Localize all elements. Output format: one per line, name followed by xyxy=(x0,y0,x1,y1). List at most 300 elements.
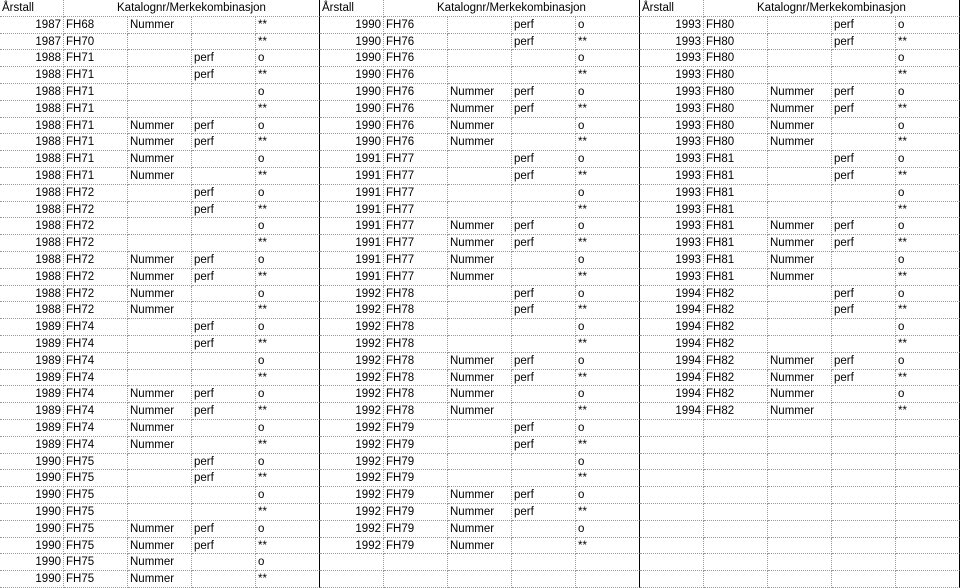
cell-catalog: FH71 xyxy=(64,67,128,84)
cell-catalog: FH77 xyxy=(384,168,448,185)
cell-mark: o xyxy=(896,17,960,34)
cell-nummer: Nummer xyxy=(768,353,832,370)
cell-mark: ** xyxy=(576,470,640,487)
cell-mark: ** xyxy=(896,235,960,252)
cell-mark: o xyxy=(256,185,320,202)
cell-nummer: Nummer xyxy=(128,168,192,185)
cell-mark: ** xyxy=(896,302,960,319)
cell-perf: perf xyxy=(832,302,896,319)
cell-perf xyxy=(512,67,576,84)
cell-year: 1988 xyxy=(0,185,64,202)
cell-year: 1992 xyxy=(320,487,384,504)
cell-catalog: FH72 xyxy=(64,286,128,303)
cell-nummer xyxy=(768,521,832,538)
cell-mark: o xyxy=(576,386,640,403)
cell-mark xyxy=(896,454,960,471)
cell-perf: perf xyxy=(832,168,896,185)
cell-catalog: FH82 xyxy=(704,403,768,420)
cell-nummer xyxy=(448,420,512,437)
cell-perf xyxy=(832,420,896,437)
cell-perf xyxy=(192,168,256,185)
cell-nummer xyxy=(128,487,192,504)
cell-catalog: FH79 xyxy=(384,487,448,504)
cell-nummer: Nummer xyxy=(448,269,512,286)
cell-year: 1988 xyxy=(0,118,64,135)
cell-perf: perf xyxy=(192,67,256,84)
header-year: Årstall xyxy=(0,0,64,17)
cell-year xyxy=(320,554,384,571)
cell-nummer: Nummer xyxy=(128,302,192,319)
cell-mark: ** xyxy=(576,269,640,286)
cell-nummer: Nummer xyxy=(448,370,512,387)
cell-nummer: Nummer xyxy=(768,218,832,235)
cell-catalog: FH81 xyxy=(704,151,768,168)
cell-catalog: FH74 xyxy=(64,319,128,336)
cell-catalog: FH78 xyxy=(384,319,448,336)
cell-perf: perf xyxy=(832,218,896,235)
cell-perf: perf xyxy=(512,504,576,521)
cell-mark: o xyxy=(576,185,640,202)
cell-catalog xyxy=(384,554,448,571)
cell-mark: ** xyxy=(256,504,320,521)
cell-year: 1988 xyxy=(0,50,64,67)
cell-year: 1994 xyxy=(640,370,704,387)
cell-catalog xyxy=(704,487,768,504)
cell-perf xyxy=(512,134,576,151)
cell-nummer xyxy=(768,168,832,185)
table-row xyxy=(0,252,960,269)
cell-catalog: FH77 xyxy=(384,185,448,202)
cell-mark: o xyxy=(896,118,960,135)
cell-catalog xyxy=(384,571,448,588)
cell-nummer xyxy=(448,17,512,34)
cell-nummer: Nummer xyxy=(128,151,192,168)
cell-perf xyxy=(512,538,576,555)
cell-year: 1988 xyxy=(0,134,64,151)
cell-nummer xyxy=(448,437,512,454)
cell-year: 1991 xyxy=(320,252,384,269)
cell-nummer xyxy=(448,168,512,185)
cell-year: 1990 xyxy=(320,118,384,135)
cell-nummer xyxy=(768,319,832,336)
cell-nummer xyxy=(128,319,192,336)
cell-mark: ** xyxy=(896,202,960,219)
cell-mark: o xyxy=(576,118,640,135)
cell-catalog: FH74 xyxy=(64,403,128,420)
cell-year: 1992 xyxy=(320,336,384,353)
cell-year: 1994 xyxy=(640,353,704,370)
cell-catalog: FH71 xyxy=(64,134,128,151)
cell-perf xyxy=(832,487,896,504)
cell-perf: perf xyxy=(192,202,256,219)
cell-mark: o xyxy=(256,487,320,504)
table-row xyxy=(0,168,960,185)
cell-perf xyxy=(832,319,896,336)
cell-perf xyxy=(512,269,576,286)
cell-perf xyxy=(512,403,576,420)
cell-year: 1990 xyxy=(0,487,64,504)
cell-perf xyxy=(512,319,576,336)
cell-catalog: FH71 xyxy=(64,50,128,67)
cell-nummer xyxy=(128,470,192,487)
header-catalog: Katalognr/Merkekombinasjon xyxy=(64,0,320,17)
cell-nummer xyxy=(768,17,832,34)
cell-catalog: FH78 xyxy=(384,336,448,353)
cell-nummer: Nummer xyxy=(448,521,512,538)
cell-perf: perf xyxy=(192,538,256,555)
cell-year: 1989 xyxy=(0,353,64,370)
cell-year: 1993 xyxy=(640,168,704,185)
table-row xyxy=(0,84,960,101)
cell-catalog: FH81 xyxy=(704,168,768,185)
cell-nummer xyxy=(768,487,832,504)
cell-catalog: FH82 xyxy=(704,353,768,370)
cell-catalog: FH81 xyxy=(704,235,768,252)
cell-year xyxy=(640,454,704,471)
cell-perf xyxy=(192,370,256,387)
cell-perf: perf xyxy=(512,286,576,303)
cell-year: 1992 xyxy=(320,538,384,555)
cell-year: 1988 xyxy=(0,235,64,252)
table-row xyxy=(0,554,960,571)
cell-mark: o xyxy=(256,50,320,67)
cell-mark: o xyxy=(896,185,960,202)
table-row xyxy=(0,403,960,420)
table-row xyxy=(0,235,960,252)
cell-perf: perf xyxy=(832,84,896,101)
cell-mark: ** xyxy=(896,34,960,51)
cell-nummer: Nummer xyxy=(448,101,512,118)
cell-perf xyxy=(832,437,896,454)
cell-year: 1988 xyxy=(0,302,64,319)
cell-year: 1992 xyxy=(320,370,384,387)
cell-catalog: FH79 xyxy=(384,420,448,437)
cell-nummer: Nummer xyxy=(128,286,192,303)
cell-nummer: Nummer xyxy=(768,252,832,269)
cell-perf: perf xyxy=(192,386,256,403)
cell-perf xyxy=(192,235,256,252)
cell-perf: perf xyxy=(512,420,576,437)
cell-nummer xyxy=(128,504,192,521)
cell-perf xyxy=(832,134,896,151)
cell-nummer xyxy=(768,554,832,571)
cell-year xyxy=(640,420,704,437)
cell-mark: ** xyxy=(576,370,640,387)
cell-catalog: FH75 xyxy=(64,454,128,471)
table-row xyxy=(0,269,960,286)
cell-year: 1990 xyxy=(0,504,64,521)
cell-year: 1989 xyxy=(0,403,64,420)
cell-perf: perf xyxy=(512,34,576,51)
cell-year: 1991 xyxy=(320,168,384,185)
cell-mark: o xyxy=(256,319,320,336)
cell-year: 1989 xyxy=(0,336,64,353)
cell-mark: ** xyxy=(256,202,320,219)
cell-year: 1992 xyxy=(320,319,384,336)
cell-nummer xyxy=(448,470,512,487)
cell-nummer xyxy=(128,67,192,84)
cell-nummer xyxy=(128,185,192,202)
table-row xyxy=(0,521,960,538)
cell-year: 1993 xyxy=(640,101,704,118)
cell-nummer: Nummer xyxy=(128,386,192,403)
cell-mark xyxy=(896,420,960,437)
cell-catalog: FH82 xyxy=(704,370,768,387)
cell-perf: perf xyxy=(832,370,896,387)
cell-nummer: Nummer xyxy=(768,118,832,135)
cell-catalog: FH74 xyxy=(64,386,128,403)
cell-catalog: FH79 xyxy=(384,437,448,454)
cell-year xyxy=(640,487,704,504)
cell-catalog: FH78 xyxy=(384,353,448,370)
cell-mark: ** xyxy=(576,101,640,118)
cell-mark xyxy=(576,554,640,571)
cell-catalog: FH74 xyxy=(64,370,128,387)
cell-mark: ** xyxy=(896,403,960,420)
table-row xyxy=(0,185,960,202)
cell-mark: ** xyxy=(576,134,640,151)
cell-mark: ** xyxy=(576,235,640,252)
cell-catalog: FH72 xyxy=(64,269,128,286)
cell-catalog: FH77 xyxy=(384,151,448,168)
cell-perf: perf xyxy=(192,134,256,151)
cell-catalog: FH74 xyxy=(64,437,128,454)
cell-nummer xyxy=(128,353,192,370)
cell-perf xyxy=(512,185,576,202)
cell-perf xyxy=(832,538,896,555)
cell-perf xyxy=(832,521,896,538)
cell-nummer xyxy=(768,538,832,555)
cell-year: 1990 xyxy=(0,538,64,555)
table-row xyxy=(0,218,960,235)
cell-year: 1994 xyxy=(640,386,704,403)
cell-nummer xyxy=(768,202,832,219)
cell-mark: o xyxy=(256,151,320,168)
cell-year: 1993 xyxy=(640,34,704,51)
cell-catalog: FH82 xyxy=(704,319,768,336)
cell-perf xyxy=(192,554,256,571)
cell-perf xyxy=(192,353,256,370)
cell-year: 1992 xyxy=(320,470,384,487)
cell-mark: o xyxy=(256,218,320,235)
cell-year: 1990 xyxy=(0,454,64,471)
cell-year: 1993 xyxy=(640,269,704,286)
cell-year: 1994 xyxy=(640,302,704,319)
cell-catalog: FH80 xyxy=(704,134,768,151)
header-catalog: Katalognr/Merkekombinasjon xyxy=(704,0,960,17)
cell-perf: perf xyxy=(192,319,256,336)
cell-perf: perf xyxy=(512,151,576,168)
cell-mark: ** xyxy=(256,269,320,286)
cell-nummer xyxy=(128,370,192,387)
cell-nummer xyxy=(768,185,832,202)
cell-mark: ** xyxy=(576,538,640,555)
table-row xyxy=(0,319,960,336)
cell-catalog: FH71 xyxy=(64,151,128,168)
cell-nummer: Nummer xyxy=(128,118,192,135)
cell-perf xyxy=(192,487,256,504)
cell-nummer xyxy=(448,185,512,202)
cell-catalog xyxy=(704,504,768,521)
cell-year: 1994 xyxy=(640,336,704,353)
cell-perf: perf xyxy=(832,286,896,303)
cell-year: 1988 xyxy=(0,286,64,303)
cell-perf xyxy=(192,571,256,588)
cell-nummer: Nummer xyxy=(768,84,832,101)
cell-mark: ** xyxy=(256,470,320,487)
cell-catalog: FH75 xyxy=(64,504,128,521)
cell-mark: o xyxy=(576,151,640,168)
cell-perf: perf xyxy=(512,437,576,454)
cell-perf: perf xyxy=(192,269,256,286)
cell-perf xyxy=(192,151,256,168)
cell-catalog: FH77 xyxy=(384,252,448,269)
cell-catalog: FH80 xyxy=(704,34,768,51)
cell-catalog: FH82 xyxy=(704,302,768,319)
cell-mark: ** xyxy=(256,336,320,353)
cell-catalog: FH78 xyxy=(384,302,448,319)
cell-catalog: FH82 xyxy=(704,336,768,353)
cell-nummer: Nummer xyxy=(768,269,832,286)
cell-year xyxy=(320,571,384,588)
cell-mark: ** xyxy=(896,168,960,185)
cell-year: 1990 xyxy=(320,84,384,101)
cell-nummer: Nummer xyxy=(448,504,512,521)
cell-catalog: FH72 xyxy=(64,218,128,235)
table-row xyxy=(0,202,960,219)
cell-year xyxy=(640,554,704,571)
cell-mark: o xyxy=(896,218,960,235)
cell-year: 1988 xyxy=(0,252,64,269)
cell-year: 1989 xyxy=(0,437,64,454)
cell-nummer xyxy=(448,319,512,336)
cell-catalog: FH80 xyxy=(704,50,768,67)
cell-catalog: FH79 xyxy=(384,470,448,487)
cell-year: 1987 xyxy=(0,17,64,34)
header-year: Årstall xyxy=(320,0,384,17)
cell-nummer xyxy=(768,454,832,471)
table-row xyxy=(0,67,960,84)
cell-perf xyxy=(192,302,256,319)
cell-catalog xyxy=(704,437,768,454)
cell-perf: perf xyxy=(512,235,576,252)
cell-perf: perf xyxy=(512,101,576,118)
cell-nummer xyxy=(128,202,192,219)
cell-perf xyxy=(192,84,256,101)
cell-year: 1992 xyxy=(320,386,384,403)
cell-catalog: FH72 xyxy=(64,185,128,202)
cell-catalog: FH78 xyxy=(384,403,448,420)
cell-mark: ** xyxy=(576,168,640,185)
cell-year xyxy=(640,504,704,521)
cell-mark: o xyxy=(896,386,960,403)
cell-catalog xyxy=(704,420,768,437)
cell-perf: perf xyxy=(192,50,256,67)
table-row xyxy=(0,470,960,487)
cell-year: 1992 xyxy=(320,437,384,454)
cell-nummer: Nummer xyxy=(128,269,192,286)
table-row xyxy=(0,17,960,34)
cell-year: 1990 xyxy=(320,50,384,67)
cell-perf: perf xyxy=(832,17,896,34)
cell-year: 1992 xyxy=(320,302,384,319)
cell-nummer xyxy=(128,101,192,118)
cell-mark: ** xyxy=(576,67,640,84)
cell-perf xyxy=(512,50,576,67)
cell-mark: o xyxy=(576,487,640,504)
cell-nummer: Nummer xyxy=(448,252,512,269)
cell-perf: perf xyxy=(832,235,896,252)
cell-nummer xyxy=(768,34,832,51)
cell-year: 1987 xyxy=(0,34,64,51)
cell-mark: ** xyxy=(256,101,320,118)
cell-perf xyxy=(192,504,256,521)
cell-nummer xyxy=(448,34,512,51)
cell-catalog: FH75 xyxy=(64,487,128,504)
cell-perf: perf xyxy=(192,470,256,487)
cell-perf: perf xyxy=(512,17,576,34)
cell-perf xyxy=(832,202,896,219)
cell-mark: ** xyxy=(896,336,960,353)
cell-nummer: Nummer xyxy=(448,353,512,370)
cell-nummer: Nummer xyxy=(768,101,832,118)
table-row xyxy=(0,50,960,67)
cell-catalog: FH76 xyxy=(384,134,448,151)
cell-perf xyxy=(832,269,896,286)
cell-catalog: FH70 xyxy=(64,34,128,51)
cell-perf xyxy=(512,336,576,353)
cell-catalog: FH78 xyxy=(384,286,448,303)
cell-perf xyxy=(832,403,896,420)
cell-catalog: FH81 xyxy=(704,252,768,269)
table-row xyxy=(0,487,960,504)
cell-mark: ** xyxy=(896,134,960,151)
cell-mark: ** xyxy=(256,370,320,387)
cell-year: 1994 xyxy=(640,286,704,303)
cell-year: 1988 xyxy=(0,218,64,235)
cell-nummer xyxy=(448,454,512,471)
cell-perf xyxy=(192,218,256,235)
cell-catalog: FH76 xyxy=(384,17,448,34)
cell-mark: o xyxy=(896,84,960,101)
cell-perf xyxy=(512,202,576,219)
cell-mark: ** xyxy=(896,269,960,286)
cell-perf xyxy=(192,34,256,51)
cell-nummer: Nummer xyxy=(448,403,512,420)
cell-mark xyxy=(896,538,960,555)
cell-catalog: FH77 xyxy=(384,235,448,252)
cell-mark: o xyxy=(576,521,640,538)
cell-nummer xyxy=(128,454,192,471)
cell-catalog: FH80 xyxy=(704,67,768,84)
cell-nummer: Nummer xyxy=(448,118,512,135)
cell-year: 1990 xyxy=(0,571,64,588)
cell-mark: o xyxy=(576,319,640,336)
cell-mark: ** xyxy=(576,202,640,219)
cell-catalog: FH76 xyxy=(384,67,448,84)
cell-year: 1993 xyxy=(640,185,704,202)
cell-nummer xyxy=(448,571,512,588)
cell-nummer: Nummer xyxy=(448,134,512,151)
cell-catalog: FH82 xyxy=(704,386,768,403)
header-row xyxy=(0,0,960,17)
cell-mark xyxy=(896,571,960,588)
cell-nummer: Nummer xyxy=(128,538,192,555)
cell-nummer: Nummer xyxy=(768,403,832,420)
cell-catalog: FH79 xyxy=(384,538,448,555)
cell-year: 1991 xyxy=(320,269,384,286)
cell-mark: o xyxy=(576,420,640,437)
